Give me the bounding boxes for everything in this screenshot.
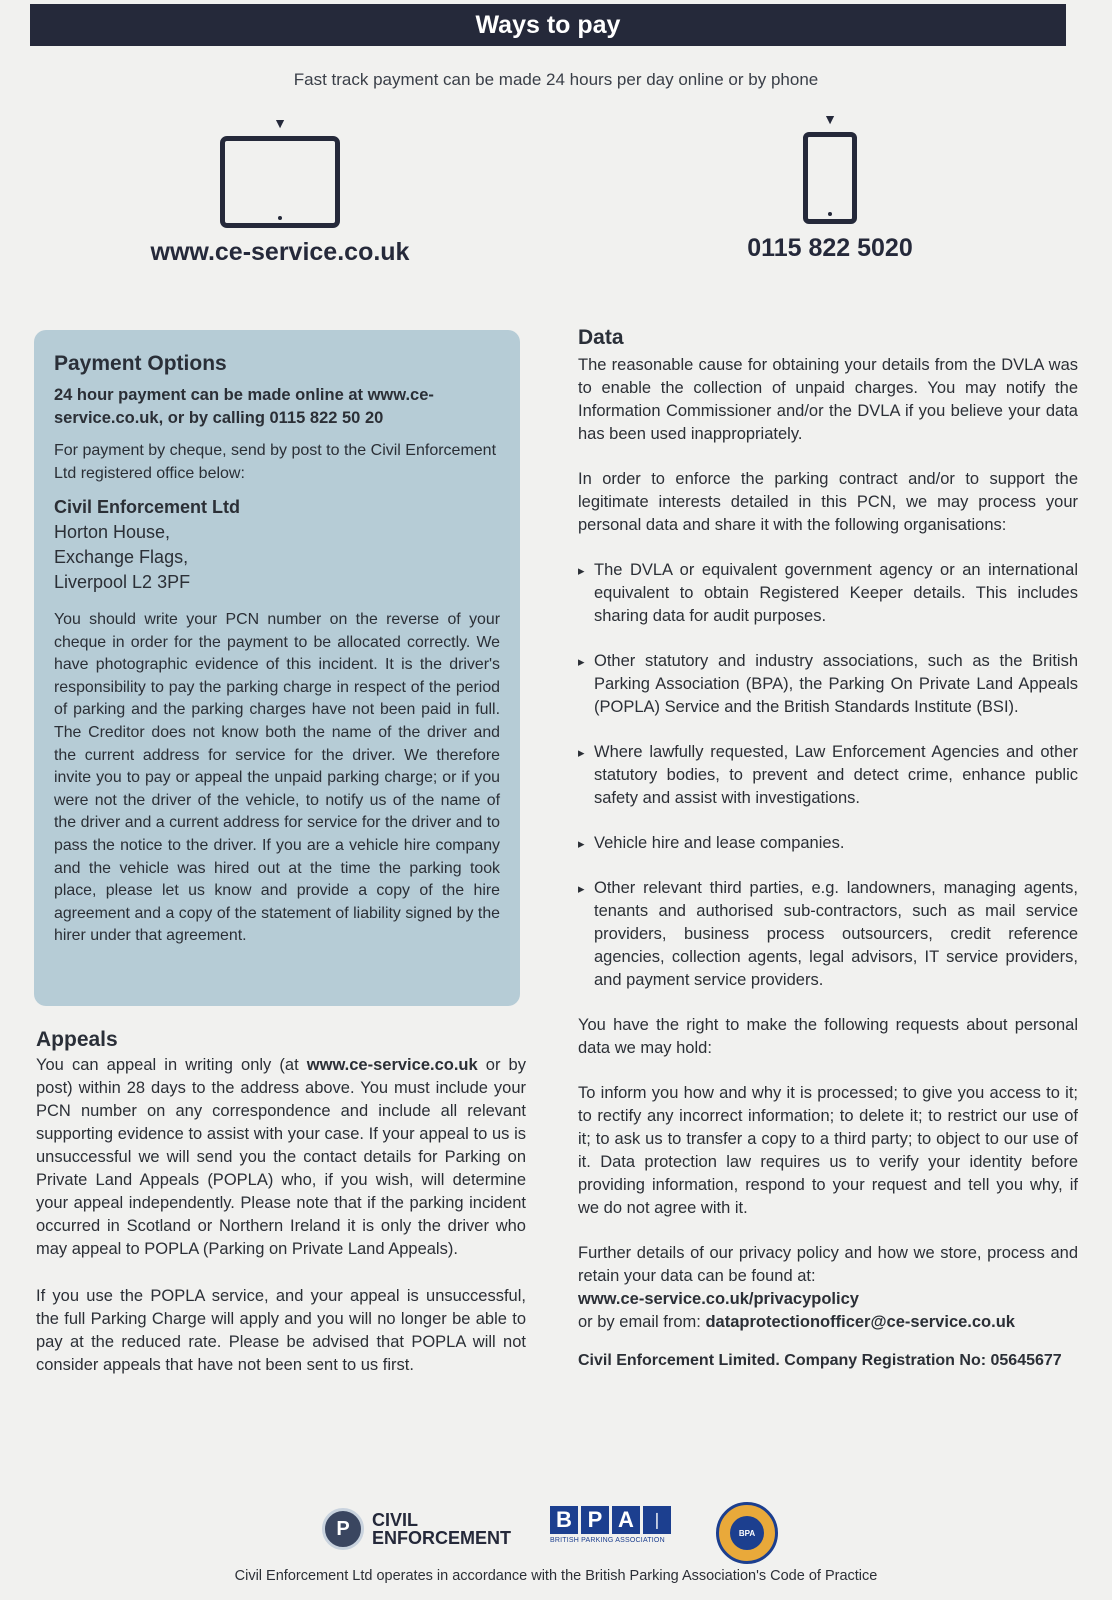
data-section bbox=[578, 326, 1078, 1370]
civil-enforcement-logo bbox=[322, 1508, 511, 1550]
email-prefix: or by email from: bbox=[578, 1313, 706, 1331]
fast-track-text: Fast track payment can be made 24 hours per day online or by phone bbox=[293, 70, 819, 89]
web-channel bbox=[130, 116, 430, 267]
website-label: www.ce-service.co.uk bbox=[150, 238, 410, 266]
data-paragraph: You have the right to make the following requests about personal data we may hold: bbox=[578, 1016, 1078, 1057]
data-paragraph: The reasonable cause for obtaining your details from the DVLA was to enable the collection of unpaid charges. You may notify the Information Commissioner and/or the DVLA if you believe your data has been used inappropriately. bbox=[578, 356, 1078, 443]
phone-channel bbox=[680, 112, 980, 263]
appeals-text: or by post) within 28 days to the address above. You must include your PCN number on any correspondence and include all relevant supporting evidence to assist with your case. If your appeal to us is unsuccessful we will send you the contact details for Parking on Private Land Appeals (POPLA) who, if you wish, will determine your appeal independently. Please note that if the parking incident occurred in Scotland or Northern Ireland it is only the driver who may appeal to POPLA (Parking on Private Land Appeals). bbox=[36, 1056, 526, 1258]
parking-p-icon: P bbox=[322, 1508, 364, 1550]
address-company: Civil Enforcement Ltd bbox=[54, 497, 241, 517]
data-paragraph: In order to enforce the parking contract and/or to support the legitimate interests detailed in this PCN, we may process your personal data and share it with the following organisations: bbox=[578, 470, 1078, 534]
list-item: ▸ The DVLA or equivalent government agency or an international equivalent to obtain Registered Keeper details. This includes sharing data for audit purposes. bbox=[578, 559, 1078, 628]
smartphone-icon bbox=[803, 132, 857, 224]
data-paragraph: To inform you how and why it is processed; to give you access to it; to rectify any incorrect information; to delete it; to restrict our use of it; to ask us to transfer a copy to a third party; to object to our use of it. Data protection law requires us to verify your identity before providing information, respond to your request and tell you why, if we do not agree with it. bbox=[578, 1084, 1078, 1217]
payment-options-lead: 24 hour payment can be made online at www.ce-service.co.uk, or by calling 0115 822 50 20 bbox=[54, 386, 434, 427]
address-line: Horton House, bbox=[54, 522, 171, 542]
logo-strip bbox=[0, 1502, 1112, 1572]
bpa-letter: A bbox=[612, 1506, 640, 1534]
bpa-swoosh-icon: ❘ bbox=[643, 1506, 671, 1534]
footer-note: Civil Enforcement Ltd operates in accordance with the British Parking Association's Code of Practice bbox=[234, 1568, 878, 1584]
payment-options-body: You should write your PCN number on the reverse of your cheque in order for the payment to be allocated correctly. We have photographic evidence of this incident. It is the driver's responsibility to pay the parking charge in respect of the period of parking and the parking charges have not been paid in full. The Creditor does not know both the name of the driver and the current address for service for the driver. We therefore invite you to pay or appeal the unpaid parking charge; or if you were not the driver of the vehicle, to notify us of the name of the driver and a current address for service for the driver and to pass the notice to the driver. If you are a vehicle hire company and the vehicle was hired out at the time the parking took place, please let us know and provide a copy of the hire agreement and a copy of the statement of liability signed by the hirer under that agreement. bbox=[54, 611, 500, 945]
list-item: ▸ Vehicle hire and lease companies. bbox=[578, 832, 1078, 855]
list-item: ▸ Other statutory and industry associations, such as the British Parking Association (BPA), the Parking On Private Land Appeals (POPLA) Service and the British Standards Institute (BSI). bbox=[578, 650, 1078, 719]
bpa-subtitle: BRITISH PARKING ASSOCIATION bbox=[550, 1537, 665, 1544]
office-address bbox=[54, 495, 500, 595]
company-registration: Civil Enforcement Limited. Company Registration No: 05645677 bbox=[578, 1352, 1062, 1369]
bpa-logo bbox=[550, 1506, 671, 1544]
cheque-instructions: For payment by cheque, send by post to the Civil Enforcement Ltd registered office below: bbox=[54, 442, 497, 482]
list-item: ▸ Where lawfully requested, Law Enforcement Agencies and other statutory bodies, to prevent and detect crime, enhance public safety and assist with investigations. bbox=[578, 741, 1078, 810]
bpa-letters bbox=[550, 1506, 671, 1534]
appeals-text: You can appeal in writing only (at bbox=[36, 1056, 307, 1074]
down-arrow-icon: ▼ bbox=[823, 111, 837, 127]
tablet-icon bbox=[220, 136, 340, 228]
bpa-letter: B bbox=[550, 1506, 578, 1534]
address-line: Exchange Flags, bbox=[54, 547, 189, 567]
list-item: ▸ Other relevant third parties, e.g. landowners, managing agents, tenants and authorised sub-contractors, such as mail service providers, business process outsourcers, credit reference agencies, collection agents, legal advisors, IT service providers, and payment service providers. bbox=[578, 877, 1078, 992]
appeals-paragraph bbox=[36, 1054, 526, 1261]
address-line: Liverpool L2 3PF bbox=[54, 572, 191, 592]
data-paragraph: Further details of our privacy policy and how we store, process and retain your data can be found at: bbox=[578, 1244, 1078, 1285]
phone-number-label: 0115 822 5020 bbox=[747, 234, 913, 262]
privacy-policy-link: www.ce-service.co.uk/privacypolicy bbox=[578, 1290, 859, 1308]
payment-options-panel bbox=[34, 330, 520, 1006]
organisations-list bbox=[578, 559, 1078, 992]
payment-options-title: Payment Options bbox=[54, 352, 227, 375]
down-arrow-icon: ▼ bbox=[273, 115, 287, 131]
civil-enforcement-wordmark bbox=[372, 1511, 511, 1547]
email-address: dataprotectionofficer@ce-service.co.uk bbox=[705, 1313, 1015, 1331]
page-header bbox=[30, 4, 1066, 46]
approved-seal-center: BPA bbox=[730, 1516, 764, 1550]
email-line bbox=[578, 1311, 1078, 1334]
appeals-website-link: www.ce-service.co.uk bbox=[306, 1056, 478, 1074]
data-title: Data bbox=[578, 326, 624, 349]
appeals-section bbox=[36, 1028, 526, 1377]
page-title: Ways to pay bbox=[475, 10, 621, 39]
bpa-letter: P bbox=[581, 1506, 609, 1534]
popla-paragraph: If you use the POPLA service, and your appeal is unsuccessful, the full Parking Charge will apply and you will no longer be able to pay at the reduced rate. Please be advised that POPLA will not consider appeals that have not been sent to us first. bbox=[36, 1287, 526, 1374]
wordmark-line: CIVIL bbox=[372, 1510, 419, 1530]
wordmark-line: ENFORCEMENT bbox=[372, 1528, 511, 1548]
appeals-title: Appeals bbox=[36, 1028, 118, 1051]
approved-operator-seal bbox=[716, 1502, 778, 1564]
